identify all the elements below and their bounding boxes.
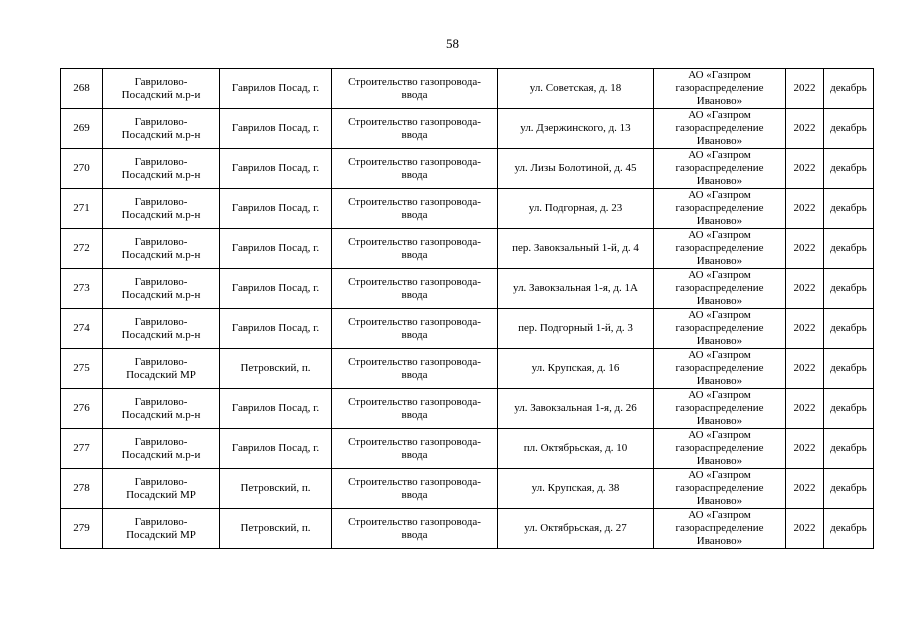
district-cell-line: Гаврилово- (134, 515, 188, 528)
row-number-cell: 279 (61, 509, 103, 549)
table-row (61, 349, 874, 389)
organization-cell-line: АО «Газпром (688, 269, 751, 281)
organization-cell-line: АО «Газпром (688, 429, 751, 441)
work-type-cell-line: ввода (401, 248, 428, 261)
table-row (61, 389, 874, 429)
table-row (61, 109, 874, 149)
month-cell: декабрь (824, 269, 874, 309)
organization-cell-line: газораспределение (675, 322, 764, 334)
organization-cell-line: газораспределение (675, 442, 764, 454)
work-type-cell-line: ввода (401, 448, 428, 461)
organization-cell-line: Иваново» (696, 535, 743, 547)
organization-cell-line: Иваново» (696, 375, 743, 387)
work-type-cell-line: ввода (401, 168, 428, 181)
address-cell: ул. Октябрьская, д. 27 (498, 509, 654, 549)
locality-cell: Гаврилов Посад, г. (220, 229, 332, 269)
locality-cell: Петровский, п. (220, 469, 332, 509)
organization-cell-line: газораспределение (675, 82, 764, 94)
locality-cell: Гаврилов Посад, г. (220, 149, 332, 189)
organization-cell-line: АО «Газпром (688, 469, 751, 481)
organization-cell (654, 69, 786, 109)
address-cell: ул. Крупская, д. 38 (498, 469, 654, 509)
district-cell-line: Посадский МР (126, 528, 196, 541)
year-cell: 2022 (786, 229, 824, 269)
district-cell-line: Гаврилово- (134, 475, 188, 488)
work-type-cell (332, 309, 498, 349)
row-number-cell: 278 (61, 469, 103, 509)
organization-cell (654, 269, 786, 309)
table-row (61, 69, 874, 109)
month-cell: декабрь (824, 69, 874, 109)
district-cell (103, 429, 220, 469)
locality-cell: Гаврилов Посад, г. (220, 189, 332, 229)
table-row (61, 269, 874, 309)
district-cell (103, 149, 220, 189)
year-cell: 2022 (786, 469, 824, 509)
organization-cell-line: газораспределение (675, 162, 764, 174)
year-cell: 2022 (786, 109, 824, 149)
work-type-cell-line: ввода (401, 288, 428, 301)
work-type-cell-line: ввода (401, 368, 428, 381)
row-number-cell: 269 (61, 109, 103, 149)
locality-cell: Гаврилов Посад, г. (220, 109, 332, 149)
district-cell (103, 69, 220, 109)
locality-cell: Гаврилов Посад, г. (220, 429, 332, 469)
work-type-cell-line: Строительство газопровода- (348, 235, 481, 248)
organization-cell-line: газораспределение (675, 362, 764, 374)
year-cell: 2022 (786, 349, 824, 389)
organization-cell (654, 189, 786, 229)
work-type-cell (332, 389, 498, 429)
work-type-cell (332, 149, 498, 189)
work-type-cell (332, 509, 498, 549)
organization-cell (654, 109, 786, 149)
gas-pipeline-schedule-table (60, 68, 874, 549)
organization-cell-line: Иваново» (696, 415, 743, 427)
organization-cell (654, 349, 786, 389)
organization-cell-line: АО «Газпром (688, 309, 751, 321)
table-row (61, 229, 874, 269)
district-cell (103, 469, 220, 509)
table-row (61, 149, 874, 189)
work-type-cell (332, 469, 498, 509)
locality-cell: Гаврилов Посад, г. (220, 269, 332, 309)
page-number: 58 (446, 36, 459, 51)
row-number-cell: 273 (61, 269, 103, 309)
work-type-cell-line: Строительство газопровода- (348, 155, 481, 168)
work-type-cell-line: Строительство газопровода- (348, 75, 481, 88)
table-body (61, 69, 874, 549)
district-cell-line: Посадский м.р-н (121, 168, 201, 181)
address-cell: ул. Лизы Болотиной, д. 45 (498, 149, 654, 189)
organization-cell-line: Иваново» (696, 95, 743, 107)
district-cell-line: Гаврилово- (134, 275, 188, 288)
work-type-cell (332, 229, 498, 269)
district-cell (103, 389, 220, 429)
year-cell: 2022 (786, 389, 824, 429)
address-cell: ул. Завокзальная 1-я, д. 26 (498, 389, 654, 429)
district-cell-line: Посадский м.р-н (121, 408, 201, 421)
district-cell (103, 269, 220, 309)
address-cell: пер. Завокзальный 1-й, д. 4 (498, 229, 654, 269)
row-number-cell: 276 (61, 389, 103, 429)
district-cell-line: Гаврилово- (134, 115, 188, 128)
organization-cell (654, 309, 786, 349)
district-cell-line: Гаврилово- (134, 435, 188, 448)
district-cell-line: Посадский МР (126, 488, 196, 501)
district-cell (103, 229, 220, 269)
work-type-cell-line: Строительство газопровода- (348, 515, 481, 528)
row-number-cell: 268 (61, 69, 103, 109)
month-cell: декабрь (824, 189, 874, 229)
address-cell: пер. Подгорный 1-й, д. 3 (498, 309, 654, 349)
year-cell: 2022 (786, 509, 824, 549)
district-cell (103, 109, 220, 149)
organization-cell-line: Иваново» (696, 255, 743, 267)
district-cell-line: Гаврилово- (134, 395, 188, 408)
organization-cell-line: газораспределение (675, 282, 764, 294)
district-cell (103, 309, 220, 349)
work-type-cell (332, 69, 498, 109)
organization-cell-line: АО «Газпром (688, 229, 751, 241)
organization-cell-line: Иваново» (696, 455, 743, 467)
row-number-cell: 270 (61, 149, 103, 189)
month-cell: декабрь (824, 509, 874, 549)
work-type-cell-line: Строительство газопровода- (348, 315, 481, 328)
district-cell-line: Посадский м.р-н (121, 208, 201, 221)
district-cell-line: Гаврилово- (134, 235, 188, 248)
year-cell: 2022 (786, 149, 824, 189)
address-cell: пл. Октябрьская, д. 10 (498, 429, 654, 469)
month-cell: декабрь (824, 349, 874, 389)
locality-cell: Гаврилов Посад, г. (220, 309, 332, 349)
year-cell: 2022 (786, 189, 824, 229)
organization-cell-line: Иваново» (696, 295, 743, 307)
organization-cell (654, 429, 786, 469)
organization-cell-line: АО «Газпром (688, 189, 751, 201)
month-cell: декабрь (824, 229, 874, 269)
row-number-cell: 277 (61, 429, 103, 469)
district-cell-line: Гаврилово- (134, 195, 188, 208)
district-cell-line: Посадский МР (126, 368, 196, 381)
locality-cell: Петровский, п. (220, 349, 332, 389)
year-cell: 2022 (786, 429, 824, 469)
work-type-cell-line: Строительство газопровода- (348, 115, 481, 128)
district-cell-line: Посадский м.р-н (121, 288, 201, 301)
address-cell: ул. Завокзальная 1-я, д. 1А (498, 269, 654, 309)
work-type-cell-line: ввода (401, 408, 428, 421)
month-cell: декабрь (824, 149, 874, 189)
organization-cell-line: Иваново» (696, 215, 743, 227)
work-type-cell-line: Строительство газопровода- (348, 395, 481, 408)
district-cell (103, 189, 220, 229)
organization-cell-line: АО «Газпром (688, 509, 751, 521)
district-cell-line: Гаврилово- (134, 315, 188, 328)
table-row (61, 309, 874, 349)
work-type-cell-line: ввода (401, 208, 428, 221)
work-type-cell-line: ввода (401, 528, 428, 541)
district-cell (103, 509, 220, 549)
work-type-cell (332, 349, 498, 389)
month-cell: декабрь (824, 429, 874, 469)
organization-cell-line: АО «Газпром (688, 349, 751, 361)
district-cell-line: Посадский м.р-и (121, 448, 201, 461)
organization-cell-line: газораспределение (675, 402, 764, 414)
district-cell-line: Гаврилово- (134, 155, 188, 168)
organization-cell-line: газораспределение (675, 202, 764, 214)
district-cell-line: Гаврилово- (134, 75, 188, 88)
row-number-cell: 271 (61, 189, 103, 229)
organization-cell-line: АО «Газпром (688, 69, 751, 81)
locality-cell: Гаврилов Посад, г. (220, 389, 332, 429)
work-type-cell-line: ввода (401, 488, 428, 501)
work-type-cell (332, 109, 498, 149)
table-row (61, 509, 874, 549)
work-type-cell-line: ввода (401, 328, 428, 341)
work-type-cell (332, 189, 498, 229)
organization-cell-line: газораспределение (675, 242, 764, 254)
work-type-cell-line: Строительство газопровода- (348, 275, 481, 288)
work-type-cell-line: ввода (401, 88, 428, 101)
month-cell: декабрь (824, 309, 874, 349)
organization-cell-line: газораспределение (675, 482, 764, 494)
district-cell (103, 349, 220, 389)
work-type-cell (332, 269, 498, 309)
district-cell-line: Посадский м.р-н (121, 128, 201, 141)
organization-cell-line: газораспределение (675, 522, 764, 534)
work-type-cell-line: Строительство газопровода- (348, 435, 481, 448)
work-type-cell-line: Строительство газопровода- (348, 195, 481, 208)
organization-cell-line: Иваново» (696, 135, 743, 147)
row-number-cell: 274 (61, 309, 103, 349)
row-number-cell: 272 (61, 229, 103, 269)
locality-cell: Петровский, п. (220, 509, 332, 549)
district-cell-line: Посадский м.р-н (121, 328, 201, 341)
organization-cell-line: АО «Газпром (688, 149, 751, 161)
district-cell-line: Гаврилово- (134, 355, 188, 368)
table-row (61, 429, 874, 469)
table-row (61, 189, 874, 229)
month-cell: декабрь (824, 469, 874, 509)
organization-cell (654, 469, 786, 509)
month-cell: декабрь (824, 109, 874, 149)
year-cell: 2022 (786, 269, 824, 309)
organization-cell-line: газораспределение (675, 122, 764, 134)
work-type-cell-line: ввода (401, 128, 428, 141)
table-row (61, 469, 874, 509)
organization-cell (654, 229, 786, 269)
work-type-cell-line: Строительство газопровода- (348, 475, 481, 488)
work-type-cell (332, 429, 498, 469)
organization-cell-line: АО «Газпром (688, 389, 751, 401)
address-cell: ул. Дзержинского, д. 13 (498, 109, 654, 149)
address-cell: ул. Подгорная, д. 23 (498, 189, 654, 229)
organization-cell-line: Иваново» (696, 175, 743, 187)
year-cell: 2022 (786, 69, 824, 109)
organization-cell (654, 389, 786, 429)
work-type-cell-line: Строительство газопровода- (348, 355, 481, 368)
month-cell: декабрь (824, 389, 874, 429)
address-cell: ул. Крупская, д. 16 (498, 349, 654, 389)
organization-cell (654, 509, 786, 549)
locality-cell: Гаврилов Посад, г. (220, 69, 332, 109)
organization-cell-line: Иваново» (696, 335, 743, 347)
organization-cell-line: Иваново» (696, 495, 743, 507)
row-number-cell: 275 (61, 349, 103, 389)
district-cell-line: Посадский м.р-и (121, 88, 201, 101)
year-cell: 2022 (786, 309, 824, 349)
organization-cell-line: АО «Газпром (688, 109, 751, 121)
organization-cell (654, 149, 786, 189)
address-cell: ул. Советская, д. 18 (498, 69, 654, 109)
district-cell-line: Посадский м.р-н (121, 248, 201, 261)
